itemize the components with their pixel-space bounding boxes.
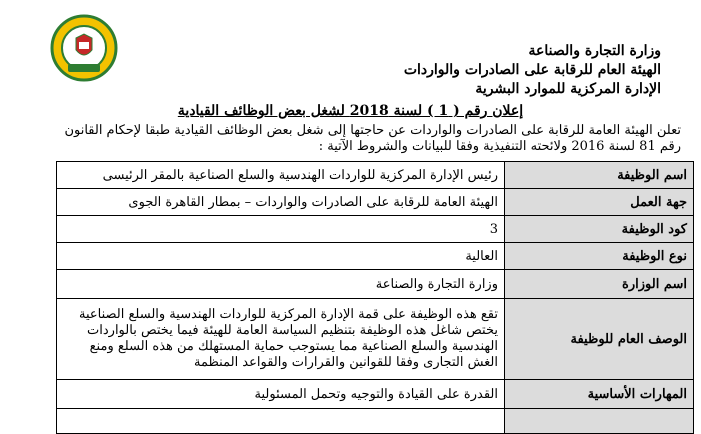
row-label-cut (505, 409, 694, 434)
intro-line-1: تعلن الهيئة العامة للرقابة على الصادرات والواردات عن حاجتها إلى شغل بعض الوظائف القيادية طبقا لإحكام القانون (64, 123, 681, 138)
row-label-job-type: نوع الوظيفة (505, 243, 694, 270)
ministry-name: وزارة التجارة والصناعة (528, 43, 661, 59)
row-value-ministry: وزارة التجارة والصناعة (57, 270, 505, 299)
table-row (57, 243, 694, 270)
row-label-workplace: جهة العمل (505, 189, 694, 216)
intro-paragraph (11, 123, 681, 155)
table-row (57, 189, 694, 216)
row-label-job-code: كود الوظيفة (505, 216, 694, 243)
table-row (57, 380, 694, 409)
row-value-workplace: الهيئة العامة للرقابة على الصادرات والواردات – بمطار القاهرة الجوى (57, 189, 505, 216)
goeic-logo-emblem (50, 14, 118, 82)
table-row (57, 162, 694, 189)
row-label-description: الوصف العام للوظيفة (505, 299, 694, 380)
announcement-title: إعلان رقم ( 1 ) لسنة 2018 لشغل بعض الوظائف القيادية (177, 103, 524, 119)
table-row (57, 299, 694, 380)
table-row (57, 409, 694, 434)
job-details-table (56, 161, 694, 434)
row-value-cut (57, 409, 505, 434)
table-row (57, 270, 694, 299)
row-value-job-type: العالية (57, 243, 505, 270)
department-name: الإدارة المركزية للموارد البشرية (475, 81, 661, 97)
row-value-description: تقع هذه الوظيفة على قمة الإدارة المركزية للواردات الهندسية والسلع الصناعية يختص شاغل هذه الوظيفة بتنظيم السياسة العامة للهيئة فيما يختص بالواردات الهندسية والسلع الصناعية مما يستوجب حماية المستهلك من هذه السلع ومنع الغش التجارى وفقا للقوانين والقرارات والقواعد المنظمة (57, 299, 505, 380)
table-row (57, 216, 694, 243)
intro-line-2: رقم 81 لسنة 2016 ولائحته التنفيذية وفقا للبيانات والشروط الآتية : (318, 139, 681, 154)
row-label-job-title: اسم الوظيفة (505, 162, 694, 189)
row-label-ministry: اسم الوزارة (505, 270, 694, 299)
row-value-skills: القدرة على القيادة والتوجيه وتحمل المسئولية (57, 380, 505, 409)
header-block (404, 42, 661, 99)
row-value-job-code: 3 (57, 216, 505, 243)
row-label-skills: المهارات الأساسية (505, 380, 694, 409)
authority-name: الهيئة العام للرقابة على الصادرات والواردات (403, 62, 661, 78)
row-value-job-title: رئيس الإدارة المركزية للواردات الهندسية والسلع الصناعية بالمقر الرئيسى (57, 162, 505, 189)
